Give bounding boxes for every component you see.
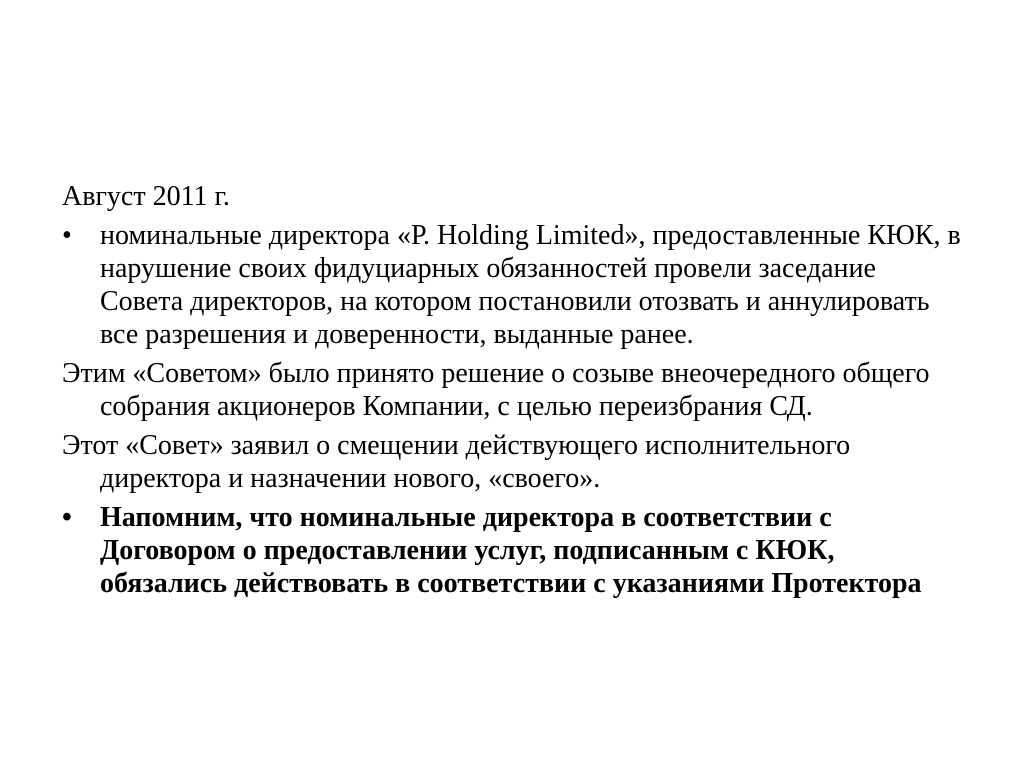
slide-body: [62, 180, 962, 606]
paragraph-council-statement: Этот «Совет» заявил о смещении действующего исполнительного директора и назначении нового, «своего».: [62, 430, 851, 494]
date-line: Август 2011 г.: [62, 181, 230, 212]
paragraph-council-decision: Этим «Советом» было принято решение о созыве внеочередного общего собрания акционеров Компании, с целью переизбрания СД.: [62, 358, 930, 422]
bullet-item-text: номинальные директора «Р. Holding Limited», предоставленные КЮК, в нарушение своих фидуциарных обязанностей провели заседание Совета директоров, на котором постановили отозвать и аннулировать все разрешения и доверенности, выданные ранее.: [100, 220, 961, 350]
bullet-icon: •: [62, 220, 72, 251]
bullet-item-1: [62, 219, 962, 351]
bullet-item-2: [62, 501, 962, 600]
bullet-item-text: Напомним, что номинальные директора в соответствии с Договором о предоставлении услуг, подписанным с КЮК, обязались действовать в соответствии с указаниями Протектора: [100, 502, 922, 599]
bullet-icon: •: [62, 502, 72, 533]
